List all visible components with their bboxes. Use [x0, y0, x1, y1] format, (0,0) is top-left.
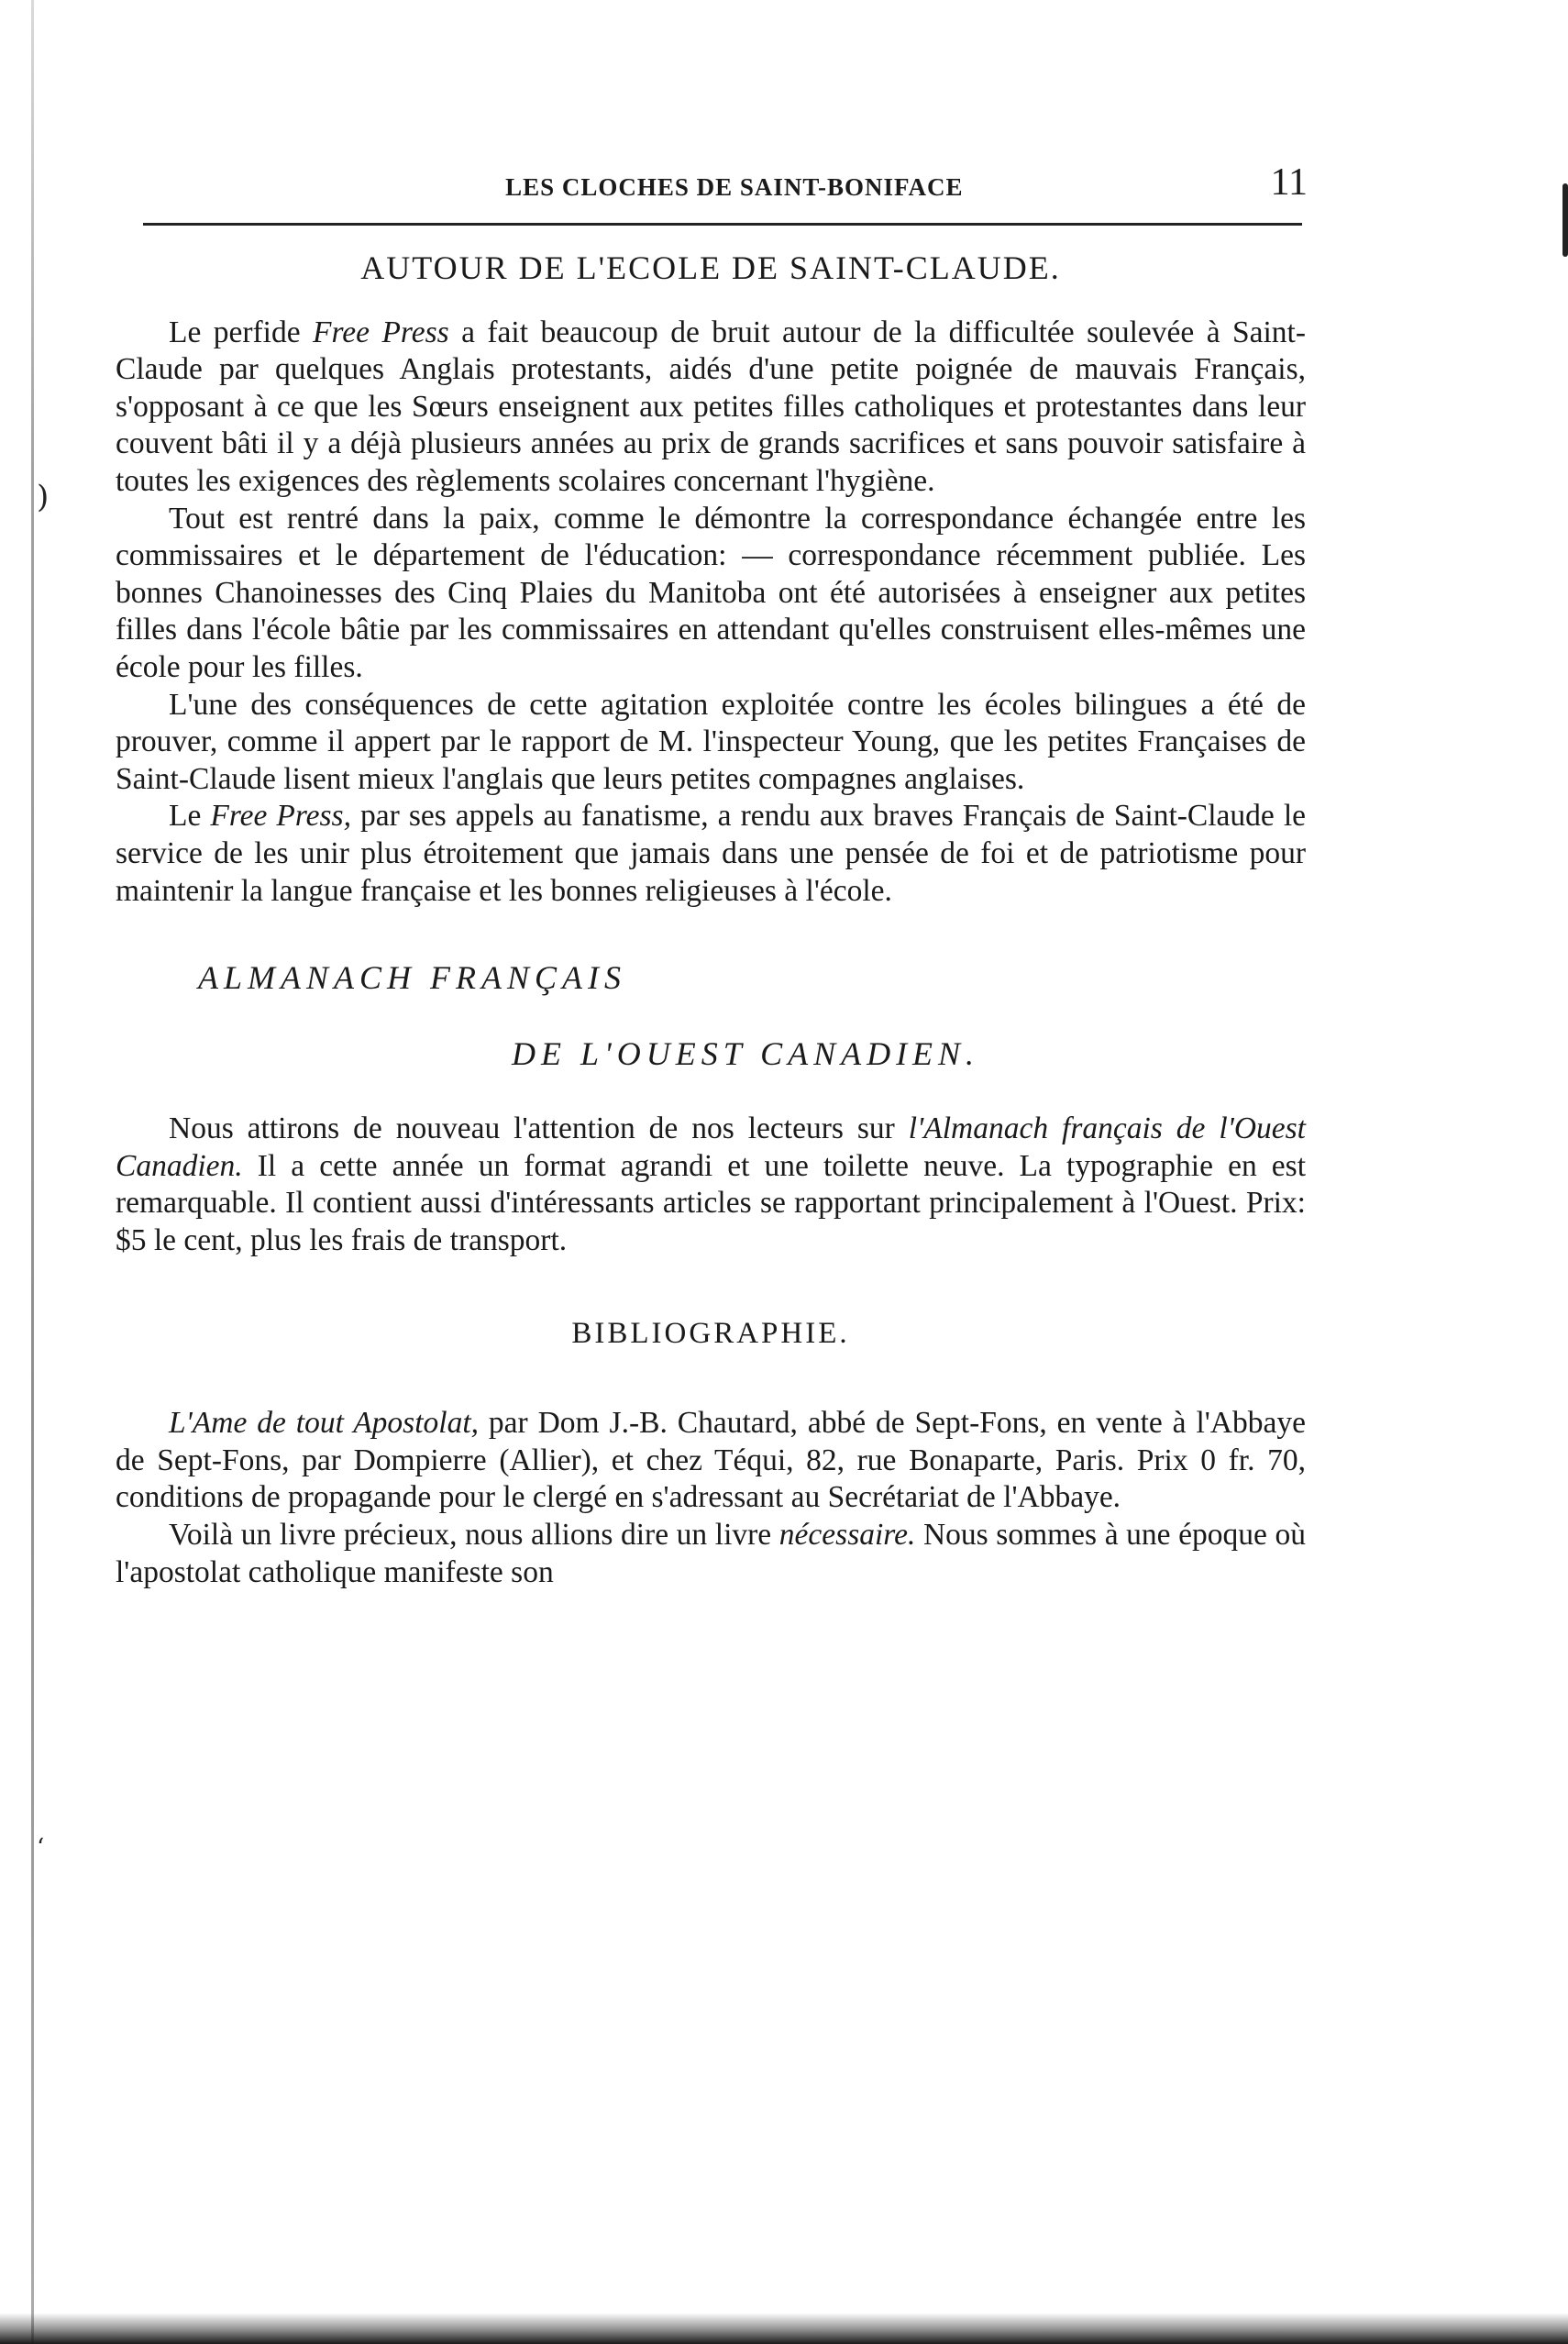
section-title: BIBLIOGRAPHIE. [571, 1316, 850, 1350]
section-title: ALMANACH FRANÇAIS [198, 959, 626, 997]
italic-text: Free Press [313, 315, 449, 349]
paragraph [116, 798, 1306, 910]
paragraph-text: a fait beaucoup de bruit autour de la difficultée soulevée à Saint-Claude par quelques Anglais protestants, aidés d'une petite poignée de mauvais Français, s'opposant à ce que les Sœurs enseignent aux petites filles catholiques et protestantes dans leur couvent bâti il y a déjà plusieurs années au prix de grands sacrifices et sans pouvoir satisfaire à toutes les exigences des règlements scolaires concernant l'hygiène. [116, 315, 1306, 498]
margin-mark: ) [37, 479, 50, 515]
header-rule [143, 223, 1302, 226]
paragraph [116, 1517, 1306, 1591]
italic-text: nécessaire. [778, 1518, 916, 1553]
italic-text: Free Press, [210, 799, 351, 834]
page-edge-right-mark [1562, 183, 1568, 257]
section-title: AUTOUR DE L'ECOLE DE SAINT-CLAUDE. [360, 249, 1061, 286]
paragraph-text: Voilà un livre précieux, nous allions dire un livre [169, 1518, 779, 1553]
italic-text: L'Ame de tout Apostolat, [169, 1406, 479, 1441]
page-body [116, 246, 1306, 1591]
page-header [143, 150, 1308, 202]
paragraph-text: Nous attirons de nouveau l'attention de nos lecteurs sur [169, 1111, 909, 1146]
section-subtitle: DE L'OUEST CANADIEN. [512, 1034, 980, 1072]
paragraph-text: Nous sommes à une époque où l'apostolat catholique manifeste son [116, 1518, 1307, 1589]
italic-text: l'Almanach français de l'Ouest Canadien. [116, 1111, 1306, 1183]
paragraph [116, 1111, 1306, 1259]
paragraph-text: Le perfide [169, 315, 314, 349]
page-number: 11 [1270, 161, 1308, 204]
paragraph [116, 315, 1306, 501]
page-edge-bottom [0, 2313, 1568, 2344]
page-edge-left [31, 0, 34, 2344]
paragraph: L'une des conséquences de cette agitation exploitée contre les écoles bilingues a été de prouver, comme il appert par le rapport de M. l'inspecteur Young, que les petites Françaises de Saint-Claude lisent mieux l'anglais que leurs petites compagnes anglaises. [116, 687, 1306, 796]
paragraph-text: Il a cette année un format agrandi et une toilette neuve. La typographie en est remarquable. Il contient aussi d'intéressants articles se rapportant principalement à l'Ouest. Prix: $5 le cent, plus les frais de transport. [116, 1148, 1306, 1258]
paragraph: Tout est rentré dans la paix, comme le démontre la correspondance échangée entre les commissaires et le département de l'éducation: — correspondance récemment publiée. Les bonnes Chanoinesses des Cinq Plaies du Manitoba ont été autorisées à enseigner aux petites filles dans l'école bâtie par les commissaires en attendant qu'elles construisent elles-mêmes une école pour les filles. [116, 501, 1306, 684]
margin-mark: ʻ [37, 1834, 45, 1862]
paragraph-text: par ses appels au fanatisme, a rendu aux braves Français de Saint-Claude le service de les unir plus étroitement que jamais dans une pensée de foi et de patriotisme pour maintenir la langue française et les bonnes religieuses à l'école. [116, 799, 1307, 908]
paragraph-text: Le [169, 799, 211, 834]
running-head: LES CLOCHES DE SAINT-BONIFACE [505, 173, 964, 201]
paragraph [116, 1405, 1306, 1517]
paragraph-text: par Dom J.-B. Chautard, abbé de Sept-Fons, en vente à l'Abbaye de Sept-Fons, par Dompierre (Allier), et chez Téqui, 82, rue Bonaparte, Paris. Prix 0 fr. 70, conditions de propagande pour le clergé en s'adressant au Secrétariat de l'Abbaye. [116, 1406, 1306, 1515]
